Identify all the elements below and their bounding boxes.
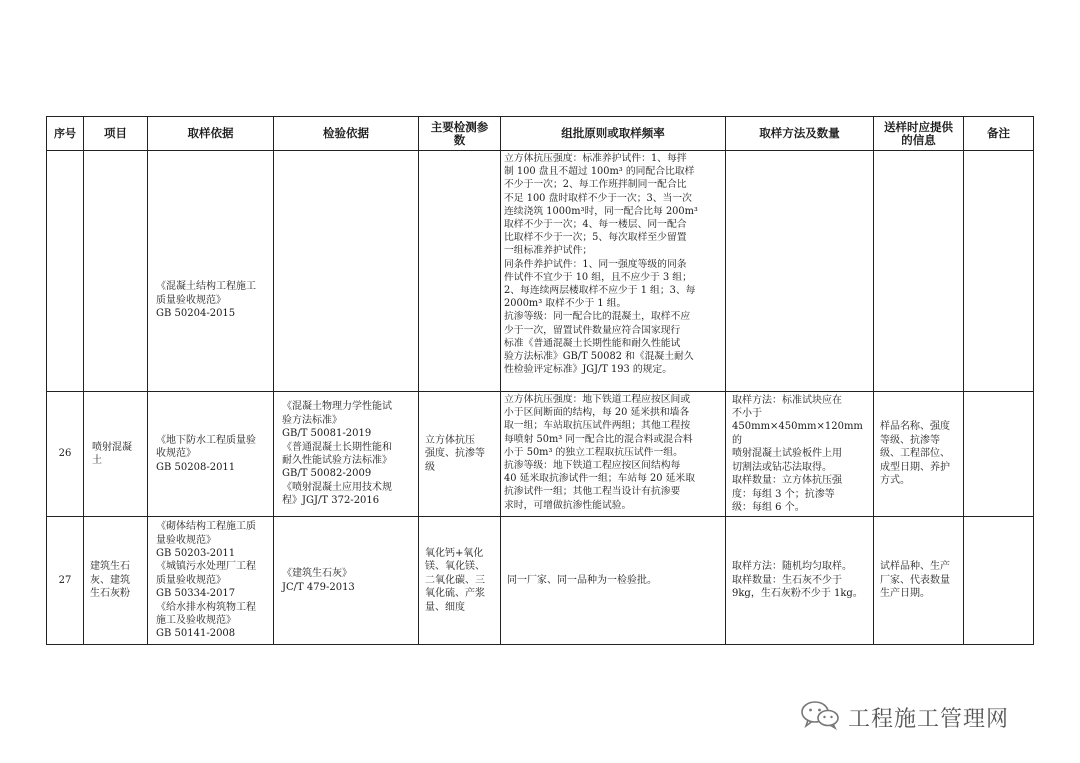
header-test-basis: 检验依据 bbox=[274, 117, 419, 151]
row1-method bbox=[726, 151, 874, 392]
text-line: 标准《普通混凝土长期性能和耐久性能试 bbox=[504, 337, 681, 349]
watermark-text: 工程施工管理网 bbox=[848, 706, 1010, 732]
row3-batch-rule bbox=[501, 517, 726, 645]
row1-test-basis bbox=[274, 151, 419, 392]
text-line: 喷射混凝土试验板件上用 bbox=[732, 448, 842, 460]
header-item: 项目 bbox=[84, 117, 148, 151]
text-line: 成型日期、养护 bbox=[880, 461, 950, 473]
text-line: 一组标准养护试件； bbox=[504, 245, 593, 257]
text-line: 40 延米取抗渗试件一组；车站每 20 延米取 bbox=[504, 473, 696, 485]
text-line: 抗渗等级：地下铁道工程应按区间结构每 bbox=[504, 460, 681, 472]
text-line: 程》JGJ/T 372-2016 bbox=[282, 495, 380, 507]
text-line: 氧化钙+氧化 bbox=[425, 547, 484, 559]
header-no: 序号 bbox=[47, 117, 84, 151]
text-line: 方式。 bbox=[880, 475, 910, 487]
text-line: 级、工程部位、 bbox=[880, 448, 950, 460]
text-line: 收规范》 bbox=[156, 448, 196, 460]
text-line: 取样数量：生石灰不少于 bbox=[732, 574, 842, 586]
text-line: 切割法或钻芯法取得。 bbox=[732, 461, 832, 473]
row2-info-required bbox=[874, 392, 964, 517]
header-info-required: 送样时应提供的信息 bbox=[874, 117, 964, 151]
text-line: 《地下防水工程质量验 bbox=[156, 434, 256, 446]
text-line: 抗渗等级：同一配合比的混凝土，取样不应 bbox=[504, 311, 691, 323]
text-line: JC/T 479-2013 bbox=[282, 581, 355, 593]
text-line: 建筑生石 bbox=[90, 561, 130, 573]
row2-sampling-basis bbox=[148, 392, 274, 517]
text-line: 450mm×450mm×120mm 的 bbox=[732, 421, 863, 446]
row1-batch-rule bbox=[501, 151, 726, 392]
row3-sampling-method bbox=[726, 517, 874, 645]
text-line: 级 bbox=[425, 461, 435, 473]
text-line: 验方法标准》 bbox=[282, 414, 342, 426]
text-line: 《普通混凝土长期性能和 bbox=[282, 441, 392, 453]
row3-test-basis bbox=[274, 517, 419, 645]
sampling-table bbox=[46, 116, 1034, 645]
text-line: 立方体抗压强度：地下铁道工程应按区间或 bbox=[504, 394, 691, 405]
table-header-row bbox=[47, 117, 1034, 151]
table-row bbox=[47, 517, 1034, 645]
text-line: 灰、建筑 bbox=[90, 574, 130, 586]
text-line: 立方体抗压 bbox=[425, 434, 475, 446]
text-line: 《混凝土结构工程施工 bbox=[156, 281, 256, 293]
row1-info bbox=[874, 151, 964, 392]
text-line: 同条件养护试件：1、同一强度等级的同条 bbox=[504, 258, 687, 270]
row2-item bbox=[84, 392, 148, 517]
text-line: 验方法标准》GB/T 50082 和《混凝土耐久 bbox=[504, 351, 694, 363]
text-line: GB 50334-2017 bbox=[156, 588, 236, 600]
text-line: 连续浇筑 1000m³时，同一配合比每 200m³ bbox=[504, 205, 698, 217]
row3-remark bbox=[964, 517, 1034, 645]
text-line: 取样方法：随机均匀取样。 bbox=[732, 561, 852, 573]
text-line: 《建筑生石灰》 bbox=[282, 568, 352, 580]
text-line: 取样数量：立方体抗压强 bbox=[732, 475, 842, 487]
text-line: 《城镇污水处理厂工程 bbox=[156, 561, 256, 573]
text-line: 镁、氧化镁、 bbox=[425, 561, 485, 573]
text-line: 质量验收规范》 bbox=[156, 294, 226, 306]
text-line: 施工及验收规范》 bbox=[156, 615, 236, 627]
row2-remark bbox=[964, 392, 1034, 517]
text-line: 不足 100 盘时取样不少于一次；3、当一次 bbox=[504, 192, 692, 204]
row1-item bbox=[84, 151, 148, 392]
row2-no: 26 bbox=[47, 392, 84, 517]
row1-params bbox=[419, 151, 501, 392]
header-main-params: 主要检测参数 bbox=[419, 117, 501, 151]
document-sheet bbox=[46, 116, 1034, 645]
text-line: 《混凝土物理力学性能试 bbox=[282, 401, 392, 413]
header-remark: 备注 bbox=[964, 117, 1034, 151]
text-line: 9kg，生石灰粉不少于 1kg。 bbox=[732, 588, 863, 600]
text-line: 氧化硫、产浆 bbox=[425, 588, 485, 600]
header-sampling-basis: 取样依据 bbox=[148, 117, 274, 151]
text-line: GB 50203-2011 bbox=[156, 547, 236, 559]
row3-params bbox=[419, 517, 501, 645]
text-line: 性检验评定标准》JGJ/T 193 的规定。 bbox=[504, 364, 673, 376]
text-line: 级：每组 6 个。 bbox=[732, 501, 805, 513]
text-line: 制 100 盘且不超过 100m³ 的同配合比取样 bbox=[504, 166, 695, 178]
text-line: 少于一次，留置试件数量应符合国家现行 bbox=[504, 324, 681, 336]
text-line: GB 50141-2008 bbox=[156, 628, 236, 640]
table-row bbox=[47, 392, 1034, 517]
text-line: 《喷射混凝土应用技术规 bbox=[282, 481, 392, 493]
text-line: 度：每组 3 个；抗渗等 bbox=[732, 488, 835, 500]
text-line: 样品名称、强度 bbox=[880, 421, 950, 433]
row3-item bbox=[84, 517, 148, 645]
text-line: 件试件不宜少于 10 组，且不应少于 3 组； bbox=[504, 271, 692, 283]
text-line: 不小于 bbox=[732, 408, 762, 420]
text-line: 小于区间断面的结构，每 20 延米拱和墙各 bbox=[504, 407, 690, 419]
text-line: 取样方法：标准试块应在 bbox=[732, 394, 842, 406]
row3-no: 27 bbox=[47, 517, 84, 645]
text-line: 《砌体结构工程施工质 bbox=[156, 521, 256, 533]
text-line: 生石灰粉 bbox=[90, 588, 130, 600]
text-line: 生产日期。 bbox=[880, 588, 930, 600]
text-line: 每喷射 50m³ 同一配合比的混合料或混合料 bbox=[504, 433, 693, 445]
text-line: 不少于一次；2、每工作班拌制同一配合比 bbox=[504, 179, 687, 191]
table-row bbox=[47, 151, 1034, 392]
text-line: 比取样不少于一次；5、每次取样至少留置 bbox=[504, 232, 687, 244]
row3-sampling-basis bbox=[148, 517, 274, 645]
text-line: GB 50204-2015 bbox=[156, 308, 236, 320]
row1-sampling-basis bbox=[148, 151, 274, 392]
text-line: 2、每连续两层楼取样不应少于 1 组；3、每 bbox=[504, 285, 696, 297]
text-line: GB 50208-2011 bbox=[156, 461, 236, 473]
row2-params bbox=[419, 392, 501, 517]
text-line: 抗渗试件一组；其他工程当设计有抗渗要 bbox=[504, 486, 681, 498]
text-line: 《给水排水构筑物工程 bbox=[156, 601, 256, 613]
text-line: 量验收规范》 bbox=[156, 534, 216, 546]
row2-batch-rule bbox=[501, 392, 726, 517]
text-line: 厂家、代表数量 bbox=[880, 574, 950, 586]
text-line: 取样不少于一次；4、每一楼层、同一配合 bbox=[504, 219, 687, 231]
text-line: 2000m³ 取样不少于 1 组。 bbox=[504, 298, 627, 310]
text-line: 试样品种、生产 bbox=[880, 561, 950, 573]
row2-test-basis bbox=[274, 392, 419, 517]
text-line: 小于 50m³ 的独立工程取抗压试件一组。 bbox=[504, 446, 683, 458]
text-line: 等级、抗渗等 bbox=[880, 434, 940, 446]
text-line: 耐久性能试验方法标准》 bbox=[282, 455, 392, 466]
text-line: GB/T 50081-2019 bbox=[282, 428, 372, 440]
row1-remark bbox=[964, 151, 1034, 392]
row3-info-required bbox=[874, 517, 964, 645]
text-line: 强度、抗渗等 bbox=[425, 448, 485, 460]
text-line: 求时，可增做抗渗性能试验。 bbox=[504, 499, 632, 511]
row1-no bbox=[47, 151, 84, 392]
text-line: 立方体抗压强度：标准养护试件：1、每拌 bbox=[504, 153, 687, 164]
text-line: GB/T 50082-2009 bbox=[282, 468, 372, 480]
text-line: 质量验收规范》 bbox=[156, 574, 226, 586]
text-line: 量、细度 bbox=[425, 601, 465, 613]
text-line: 取一组；车站取抗压试件两组；其他工程按 bbox=[504, 420, 691, 432]
row2-sampling-method bbox=[726, 392, 874, 517]
text-line: 土 bbox=[92, 455, 102, 466]
text-line: 喷射混凝 bbox=[92, 441, 132, 453]
text-line: 二氧化碳、三 bbox=[425, 574, 485, 586]
text-line: 同一厂家、同一品种为一检验批。 bbox=[507, 574, 657, 586]
header-sampling-method: 取样方法及数量 bbox=[726, 117, 874, 151]
header-batch-rule: 组批原则或取样频率 bbox=[501, 117, 726, 151]
watermark bbox=[800, 700, 1009, 734]
wechat-icon bbox=[800, 700, 840, 734]
